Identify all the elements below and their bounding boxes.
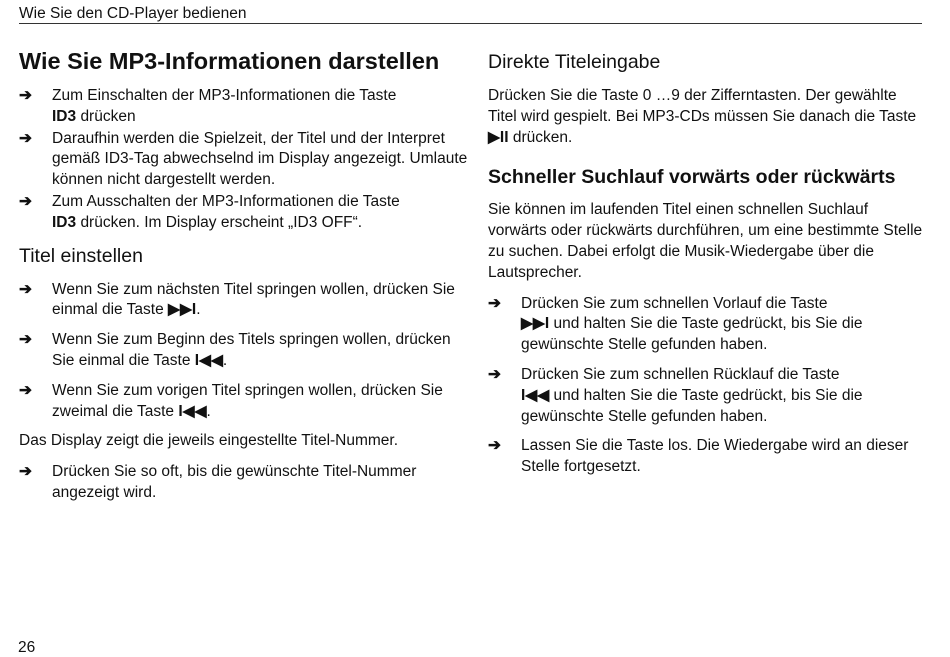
running-header: Wie Sie den CD-Player bedienen xyxy=(19,5,247,22)
arrow-right-icon: ➔ xyxy=(488,365,501,383)
item-text-end: und halten Sie die Taste gedrückt, bis Sie die gewünschte Stelle gefunden haben. xyxy=(521,386,863,425)
item-text-end: drücken xyxy=(80,107,136,125)
paragraph xyxy=(488,86,928,148)
arrow-right-icon: ➔ xyxy=(19,280,32,298)
arrow-right-icon: ➔ xyxy=(19,331,32,349)
key-rewind: I◀◀ xyxy=(521,386,550,404)
item-text-end: und halten Sie die Taste gedrückt, bis Sie die gewünschte Stelle gefunden haben. xyxy=(521,315,863,354)
list-item xyxy=(19,381,474,423)
item-text: Wenn Sie zum vorigen Titel springen wollen, drücken Sie zweimal die Taste xyxy=(52,381,443,420)
arrow-right-icon: ➔ xyxy=(19,129,32,147)
key-prev-track: I◀◀ xyxy=(178,402,207,420)
list-item xyxy=(488,436,928,478)
key-id3: ID3 xyxy=(52,213,77,231)
key-next-track: ▶▶I xyxy=(168,301,197,319)
item-text: Lassen Sie die Taste los. Die Wiedergabe wird an dieser Stelle fortgesetzt. xyxy=(521,437,909,476)
list-item xyxy=(19,280,474,322)
item-period: . xyxy=(206,402,211,420)
key-prev-track: I◀◀ xyxy=(194,351,223,369)
item-period: . xyxy=(196,301,201,319)
arrow-right-icon: ➔ xyxy=(488,294,501,312)
left-column xyxy=(19,47,474,504)
item-text: Zum Ausschalten der MP3-Informationen die Taste xyxy=(52,192,400,210)
item-text: Zum Einschalten der MP3-Informationen die Taste xyxy=(52,87,397,104)
right-column xyxy=(488,47,928,478)
item-text: Daraufhin werden die Spielzeit, der Titel und der Interpret gemäß ID3-Tag abwechselnd im Display angezeigt. Umlaute können nicht dargestellt werden. xyxy=(52,129,468,189)
paragraph-text: Drücken Sie die Taste 0 …9 der Zifferntasten. Der gewählte Titel wird gespielt. Bei MP3-CDs müssen Sie danach die Taste xyxy=(488,87,917,125)
arrow-right-icon: ➔ xyxy=(19,381,32,399)
item-text: Drücken Sie so oft, bis die gewünschte Titel-Nummer angezeigt wird. xyxy=(52,463,417,501)
heading-titel-einstellen: Titel einstellen xyxy=(19,244,143,267)
arrow-right-icon: ➔ xyxy=(19,87,32,104)
paragraph-text-end: drücken. xyxy=(512,128,573,146)
item-text: Wenn Sie zum Beginn des Titels springen wollen, drücken Sie einmal die Taste xyxy=(52,331,451,369)
arrow-right-icon: ➔ xyxy=(19,463,32,481)
heading-direkte-titeleingabe: Direkte Titeleingabe xyxy=(488,51,661,73)
key-fast-forward: ▶▶I xyxy=(521,315,550,333)
list-item xyxy=(19,129,474,191)
item-text: Drücken Sie zum schnellen Rücklauf die Taste xyxy=(521,365,840,383)
list-item xyxy=(19,330,474,372)
key-id3: ID3 xyxy=(52,107,77,125)
heading-mp3-info: Wie Sie MP3-Informationen darstellen xyxy=(19,48,440,74)
item-period: . xyxy=(222,351,228,369)
list-item xyxy=(488,365,928,427)
item-text-end: drücken. Im Display erscheint „ID3 OFF“. xyxy=(80,213,363,231)
item-text: Wenn Sie zum nächsten Titel springen wollen, drücken Sie einmal die Taste xyxy=(52,280,455,319)
header-rule xyxy=(19,23,922,24)
arrow-right-icon: ➔ xyxy=(488,437,501,455)
paragraph: Das Display zeigt die jeweils eingestellte Titel-Nummer. xyxy=(19,432,399,450)
heading-schneller-suchlauf: Schneller Suchlauf vorwärts oder rückwärts xyxy=(488,166,896,189)
item-text: Drücken Sie zum schnellen Vorlauf die Taste xyxy=(521,294,828,312)
list-item xyxy=(19,192,474,234)
page-number: 26 xyxy=(18,639,36,656)
key-play-pause: ▶II xyxy=(488,128,509,146)
list-item xyxy=(488,294,928,356)
arrow-right-icon: ➔ xyxy=(19,192,32,210)
paragraph: Sie können im laufenden Titel einen schnellen Suchlauf vorwärts oder rückwärts durchführen, um eine bestimmte Stelle zu suchen. Dabei erfolgt die Musik-Wiedergabe über die Lautsprecher. xyxy=(488,201,923,281)
list-item xyxy=(19,86,474,128)
list-item xyxy=(19,462,474,504)
